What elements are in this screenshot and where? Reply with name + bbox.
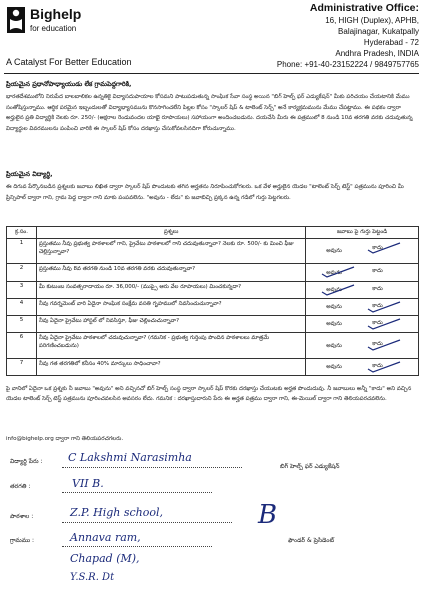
table-row	[7, 359, 419, 376]
tick-mark-icon	[366, 300, 402, 314]
bighelp-logo	[6, 6, 126, 38]
row-answer[interactable]	[306, 239, 419, 264]
office-phone: Phone: +91-40-23152224 / 9849757765	[276, 60, 419, 69]
school-label: పాఠశాల :	[10, 513, 34, 520]
tick-mark-icon	[320, 283, 356, 297]
class-label: తరగతి :	[10, 483, 31, 490]
column-header-answer: జవాబు పై గుర్తు పెట్టండి	[306, 227, 419, 239]
row-answer[interactable]	[306, 264, 419, 282]
class-line	[62, 492, 212, 493]
office-line: Andhra Pradesh, INDIA	[335, 49, 419, 58]
row-answer[interactable]	[306, 333, 419, 359]
table-row	[7, 282, 419, 299]
letter1-body: భారతదేశములోని నిరుపేద బాలబాలికల ఉన్నతికై విద్యాసదుపాయాల కోసమని పాటుపడుతున్న సాంఘిక సేవా సంస్థ అయిన "బిగ్ హెల్ప్ ఫర్ ఎడ్యుకేషన్" మీకు పరిచయం చేయటానికి మేము సంతోషిస్తున్నాము. ఆర్థిక పరమైన ఇబ్బందులతో విద్యాభ్యాసమును కొనసాగించలేని పిల్లల కోసం "స్కాలర్ షిప్ & టాలెంట్ సెర్చ్" అనే కార్యక్రమమును మేము చేపట్టాము. ఈ పథకం ద్వారా అర్హులైన ప్రతి విద్యార్థికి నెలకు రూ. 250/- (అక్షరాల రెండువందల యాభై రూపాయలు) సహాయంగా అందించబడును. దయచేసి మీరు ఈ పత్రములో 8 నుండి 10వ తరగతి వరకు చదువుతున్న విద్యార్థుల వివరములను పంపించి వారికి ఈ స్కాలర్ షిప్ కోసం దరఖాస్తు చేసుకోవలసినదిగా కోరుచున్నాము.	[6, 94, 413, 132]
table-row	[7, 239, 419, 264]
village-label: గ్రామము :	[10, 537, 35, 544]
table-row	[7, 316, 419, 333]
student-name-value[interactable]: C Lakshmi Narasimha	[68, 451, 192, 464]
answer-yes[interactable]: అవును	[326, 321, 342, 327]
tick-mark-icon	[366, 338, 402, 352]
row-number: 6	[7, 333, 37, 359]
letter2-body: ఈ దిగువ పేర్కొనబడిన ప్రశ్నలకు జవాబు లిఖిత ద్వారా స్కాలర్ షిప్ పొందుటకు తగిన అర్హతను నిరూపించుకోగలరు. ఒక వేళ అర్హులైన యెడల "టాలెంట్ సెర్చ్ టెస్ట్" పత్రమును పూరించి మీ ప్రిన్సిపాల్ ద్వారా గాని, గ్రామ పెద్ద ద్వారా గాని మాకు పంపవలెను. "అవును - లేదు" కు జవాబిచ్చి ప్రక్కన ఉన్న గడిలో గుర్తు పెట్టగలరు.	[6, 184, 404, 201]
village-line-3[interactable]: Y.S.R. Dt	[70, 572, 115, 583]
row-number: 5	[7, 316, 37, 333]
village-line	[62, 546, 212, 547]
answer-no[interactable]: కాదు	[372, 363, 383, 369]
school-line	[62, 522, 232, 523]
table-row	[7, 264, 419, 282]
footer-instructions: పై వానిలో ఏదైనా ఒక ప్రశ్నకు నీ జవాబు "అవును" అని వచ్చినచో బిగ్ హెల్ప్ సంస్థ ద్వారా స్కాలర్ షిప్ కొరకు దరఖాస్తు చేయుటకు అర్హత పొందుదువు. నీ జవాబులు అన్నీ "కాదు" అని వచ్చిన యెడల టాలెంట్ సెర్చ్ టెస్ట్ పత్రమును పూరించవలసిన అవసరం లేదు. గమనిక : దరఖాస్తుదారుని పేరు ఈ అర్హత పత్రము ద్వారా గాని, ఈ-మెయిల్ ద్వారా గాని తెలియపరచవలెను.	[6, 386, 412, 402]
answer-yes[interactable]: అవును	[326, 343, 342, 349]
village-line-2[interactable]: Chapad (M),	[70, 552, 140, 565]
header-divider	[4, 73, 419, 74]
answer-yes[interactable]: అవును	[326, 248, 342, 254]
tick-mark-icon	[366, 360, 402, 374]
letterhead	[6, 2, 419, 72]
office-address	[259, 2, 419, 70]
answer-yes[interactable]: అవును	[326, 304, 342, 310]
answer-yes[interactable]: అవును	[326, 270, 342, 276]
row-question: ప్రస్తుతము నీవు ప్రభుత్వ పాఠశాలలో గాని, ప్రైవేటు పాఠశాలలో గాని చదువుతున్నావా? నెలకు రూ. 500/- కు మించి ఫీజు చెల్లిస్తున్నావా?	[36, 239, 305, 264]
table-row	[7, 333, 419, 359]
column-header-number: క్ర.సం.	[7, 227, 37, 239]
table-row	[7, 299, 419, 316]
answer-no[interactable]: కాదు	[372, 286, 383, 292]
class-value[interactable]: VII B.	[72, 477, 104, 490]
row-answer[interactable]	[306, 316, 419, 333]
tick-mark-icon	[366, 241, 402, 255]
brand-subtitle: for education	[30, 24, 77, 33]
founder-title: ఫౌండర్ & ప్రెసిడెంట్	[288, 537, 335, 544]
row-number: 4	[7, 299, 37, 316]
row-question: నీవు గవర్నమెంట్ వారి ఏదైనా సాంఘిక సంక్షేమ వసతి గృహములో నివసించుచున్నావా?	[36, 299, 305, 316]
answer-no[interactable]: కాదు	[372, 341, 383, 347]
tagline: A Catalyst For Better Education	[6, 57, 132, 67]
table-header-row	[7, 227, 419, 239]
office-line: 16, HIGH (Duplex), APHB,	[325, 16, 419, 25]
tick-mark-icon	[366, 317, 402, 331]
row-number: 2	[7, 264, 37, 282]
answer-no[interactable]: కాదు	[372, 303, 383, 309]
brand-name: Bighelp	[30, 6, 82, 22]
answer-no[interactable]: కాదు	[372, 245, 383, 251]
letter1-salutation: ప్రియమైన ప్రధానోపాధ్యాయుడు లేక గ్రామపెద్దగారికి,	[6, 80, 132, 88]
answer-no[interactable]: కాదు	[372, 320, 383, 326]
row-question: నీవు ఏదైనా ప్రైవేటు పాఠశాలలో చదువుచున్నావా? (గమనిక - ప్రభుత్వ గుర్తింపు పొందిన పాఠశాలలు మాత్రమే పరిగణించబడును)	[36, 333, 305, 359]
student-name-line	[62, 467, 242, 468]
row-question: మీ కుటుంబ సంవత్సరాదాయం రూ. 36,000/- (ముప్పై ఆరు వేల రూపాయలు) మించకున్నదా?	[36, 282, 305, 299]
email-line: info@bighelp.org ద్వారా గాని తెలియపరచగలరు.	[6, 436, 124, 442]
row-question: నీవు గత తరగతిలో కనీసం 40% మార్కులు సాధించావా?	[36, 359, 305, 376]
row-question: నీవు ఏదైనా ప్రైవేటు హాస్టల్ లో నివసిస్తూ, ఫీజు చెల్లించుచున్నావా?	[36, 316, 305, 333]
office-line: Hyderabad - 72	[363, 38, 419, 47]
row-answer[interactable]	[306, 299, 419, 316]
row-answer[interactable]	[306, 282, 419, 299]
organisation-label: బిగ్ హెల్ప్ ఫర్ ఎడ్యుకేషన్	[280, 463, 340, 470]
answer-yes[interactable]: అవును	[326, 364, 342, 370]
eligibility-table	[6, 226, 419, 376]
school-value[interactable]: Z.P. High school,	[70, 506, 163, 519]
bighelp-logo-icon	[6, 6, 26, 34]
row-answer[interactable]	[306, 359, 419, 376]
row-number: 1	[7, 239, 37, 264]
tick-mark-icon	[320, 265, 356, 279]
letter2-salutation: ప్రియమైన విద్యార్థి,	[6, 170, 53, 178]
founder-signature: B	[258, 500, 278, 530]
row-question: ప్రస్తుతము నీవు 8వ తరగతి నుండి 10వ తరగతి వరకు చదువుతున్నావా?	[36, 264, 305, 282]
office-title: Administrative Office:	[309, 2, 419, 14]
row-number: 7	[7, 359, 37, 376]
student-name-label: విద్యార్థి పేరు :	[10, 458, 43, 465]
row-number: 3	[7, 282, 37, 299]
office-line: Balajinagar, Kukatpally	[338, 27, 419, 36]
column-header-question: ప్రశ్నలు	[36, 227, 305, 239]
village-line-1[interactable]: Annava ram,	[70, 531, 141, 544]
answer-no[interactable]: కాదు	[372, 268, 383, 274]
answer-yes[interactable]: అవును	[326, 287, 342, 293]
